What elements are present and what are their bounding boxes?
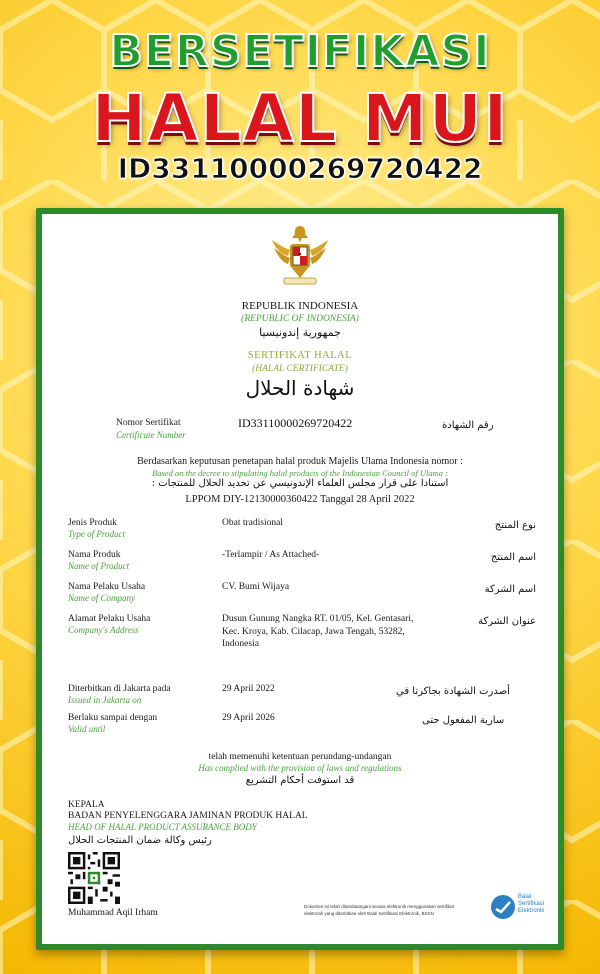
bsre-line-2: Sertifikasi — [518, 901, 545, 907]
compliance-statement-en: Has complied with the provision of laws and regulations — [198, 763, 402, 773]
decree-reference: LPPOM DIY-12130000360422 Tanggal 28 April 2022 — [185, 494, 415, 505]
certificate-title-ar: شهادة الحلال — [245, 376, 355, 400]
certificate-number-label-en: Certificate Number — [116, 430, 186, 440]
field-label-ar: اسم الشركة — [484, 584, 536, 595]
field-value: -Terlampir / As Attached- — [222, 550, 320, 560]
field-label-ar: عنوان الشركة — [478, 616, 536, 627]
republic-title-en: (REPUBLIC OF INDONESIA) — [241, 314, 359, 324]
field-label: Nama Produk — [68, 550, 121, 560]
field-label-ar: اسم المنتج — [490, 552, 536, 563]
bsre-line-3: Elektronik — [518, 908, 545, 914]
certificate-title-en: (HALAL CERTIFICATE) — [252, 364, 348, 374]
agency-name: BADAN PENYELENGGARA JAMINAN PRODUK HALAL — [68, 811, 308, 821]
agency-name-en: HEAD OF HALAL PRODUCT ASSURANCE BODY — [68, 822, 257, 832]
republic-title-ar: جمهورية إندونيسيا — [259, 326, 341, 339]
certificate-title: SERTIFIKAT HALAL — [247, 350, 353, 361]
electronic-signature-note-1: Dokumen ini telah ditandatangani secara elektronik menggunakan sertifikat — [304, 904, 454, 909]
field-value: Dusun Gunung Nangka RT. 01/05, Kel. Gentasari, Kec. Kroya, Kab. Cilacap, Jawa Tengah, 53282, Indonesia — [222, 614, 414, 649]
field-label: Jenis Produk — [68, 518, 117, 528]
issued-label: Diterbitkan di Jakarta pada — [68, 684, 171, 694]
compliance-statement: telah memenuhi ketentuan perundang-undangan — [208, 752, 392, 762]
bsre-line-1: Balai — [518, 894, 532, 900]
field-value: CV. Bumi Wijaya — [222, 582, 290, 592]
promo-banner — [0, 0, 600, 200]
certificate-number-value: ID33110000269720422 — [238, 416, 353, 430]
basis-statement: Berdasarkan keputusan penetapan halal produk Majelis Ulama Indonesia nomor : — [137, 456, 463, 467]
issued-date: 29 April 2022 — [222, 684, 275, 694]
qr-code-icon — [68, 852, 120, 904]
field-label-ar: نوع المنتج — [494, 520, 536, 531]
banner-certificate-id: ID33110000269720422 — [117, 152, 483, 185]
electronic-signature-note-2: elektronik yang diterbitkan oleh Balai Sertifikasi Elektronik, BSSN — [304, 911, 434, 916]
bsre-logo-text — [518, 894, 544, 915]
certificate-number-label: Nomor Sertifikat — [116, 418, 181, 428]
field-label-en: Company's Address — [68, 625, 139, 635]
valid-until-label-ar: سارية المفعول حتى — [422, 715, 505, 726]
halal-certificate — [42, 214, 558, 944]
garuda-emblem-icon — [268, 222, 332, 290]
valid-until-label: Berlaku sampai dengan — [68, 713, 158, 723]
field-label-en: Name of Product — [68, 561, 130, 571]
field-label-en: Type of Product — [68, 529, 125, 539]
valid-until-label-en: Valid until — [68, 724, 106, 734]
head-title: KEPALA — [68, 800, 105, 810]
banner-title-certified: BERSETIFIKASI — [109, 26, 491, 77]
field-label-en: Name of Company — [68, 593, 135, 603]
field-value: Obat tradisional — [222, 518, 283, 528]
compliance-statement-ar: قد استوفت أحكام التشريع — [245, 775, 355, 786]
republic-title: REPUBLIK INDONESIA — [241, 300, 359, 312]
bsre-logo-icon — [490, 894, 516, 920]
valid-until-date: 29 April 2026 — [222, 713, 275, 723]
certificate-number-label-ar: رقم الشهادة — [442, 420, 494, 431]
banner-title-halal-mui: HALAL MUI — [91, 80, 509, 157]
field-label: Alamat Pelaku Usaha — [68, 614, 151, 624]
field-label: Nama Pelaku Usaha — [68, 582, 146, 592]
basis-statement-ar: استنادا على قرار مجلس العلماء الإندونيسي عن تحديد الحلال للمنتجات : — [151, 478, 449, 489]
signatory-name: Muhammad Aqil Irham — [68, 908, 158, 918]
agency-name-ar: رئيس وكالة ضمان المنتجات الحلال — [68, 835, 212, 846]
basis-statement-en: Based on the decree to stipulating halal products of the Indonesian Council of Ulama : — [152, 468, 448, 478]
issued-label-ar: أصدرت الشهادة بجاكرتا في — [396, 686, 510, 697]
issued-label-en: Issued in Jakarta on — [68, 695, 142, 705]
